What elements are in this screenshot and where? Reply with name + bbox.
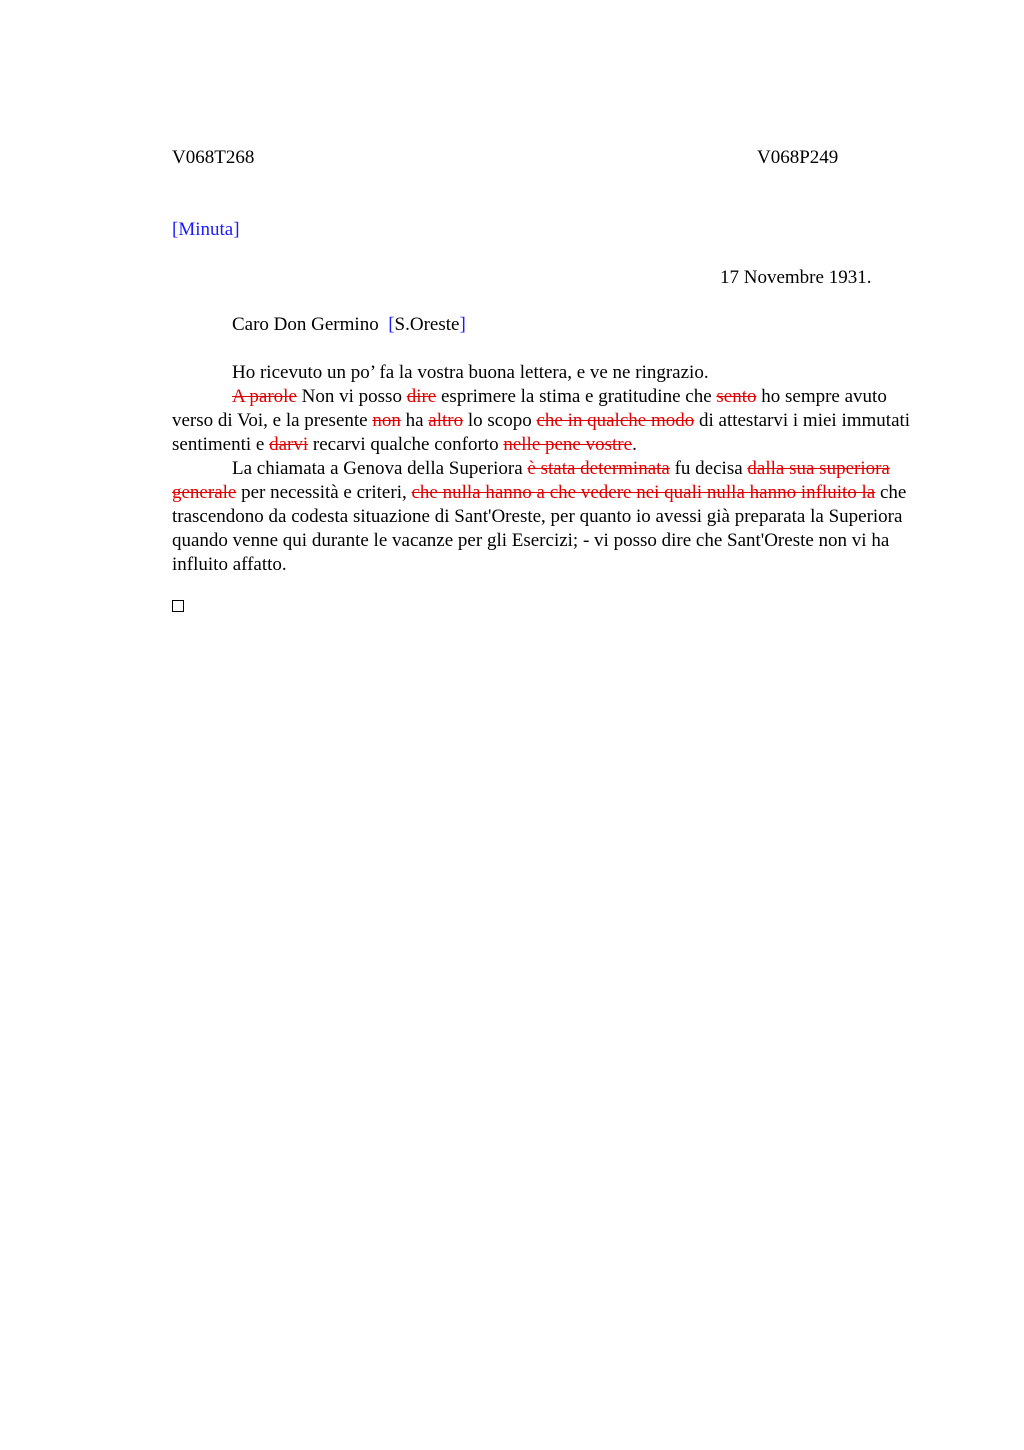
deleted-text: dire xyxy=(406,386,437,407)
deleted-text: darvi xyxy=(269,434,309,455)
paragraph-text: lo scopo xyxy=(463,410,537,431)
deleted-text: che nulla hanno a che vedere nei quali nulla hanno influito la xyxy=(411,482,876,503)
paragraph-text: per necessità e criteri, xyxy=(236,482,412,503)
place-name: S.Oreste xyxy=(394,314,460,335)
reference-code-right: V068P249 xyxy=(757,147,839,168)
minuta-label: [Minuta] xyxy=(172,219,240,240)
deleted-text: A parole xyxy=(232,386,297,407)
reference-code-left: V068T268 xyxy=(172,147,255,168)
salutation xyxy=(232,313,466,337)
deleted-text: nelle pene vostre xyxy=(503,434,633,455)
salutation-place xyxy=(388,314,466,335)
paragraph-text: ho sempre avuto verso di Voi, e la presente xyxy=(172,386,887,431)
paragraph-text: che trascendono da codesta situazione di Sant'Oreste, per quanto io avessi già preparata la Superiora quando venne qui durante le vacanze per gli Esercizi; - vi posso dire che Sant'Oreste non vi ha influito affatto. xyxy=(172,482,907,575)
paragraph-text: Non vi posso xyxy=(296,386,407,407)
letter-paragraph xyxy=(172,385,932,457)
paragraph-text: recarvi qualche conforto xyxy=(308,434,504,455)
end-of-text-box-icon xyxy=(172,600,184,612)
deleted-text: sento xyxy=(716,386,757,407)
deleted-text: che in qualche modo xyxy=(536,410,695,431)
paragraph-text: fu decisa xyxy=(669,458,748,479)
deleted-text: altro xyxy=(428,410,464,431)
paragraph-text: La chiamata a Genova della Superiora xyxy=(232,458,528,479)
salutation-greeting: Caro Don Germino xyxy=(232,314,379,335)
place-bracket-close: ] xyxy=(459,314,466,335)
paragraph-text: esprimere la stima e gratitudine che xyxy=(436,386,717,407)
letter-paragraph xyxy=(172,457,932,577)
paragraph-text: Ho ricevuto un po’ fa la vostra buona lettera, e ve ne ringrazio. xyxy=(232,362,709,383)
paragraph-text: di attestarvi i miei immutati sentimenti e xyxy=(172,410,911,455)
paragraph-text: . xyxy=(632,434,637,455)
deleted-text: è stata determinata xyxy=(527,458,670,479)
letter-paragraph xyxy=(172,361,932,385)
letter-date: 17 Novembre 1931. xyxy=(720,267,872,288)
paragraph-text: ha xyxy=(400,410,429,431)
document-page xyxy=(172,0,932,1450)
place-bracket-open: [ xyxy=(388,314,395,335)
letter-body xyxy=(172,361,932,577)
deleted-text: non xyxy=(372,410,401,431)
deleted-text: dalla sua superiora generale xyxy=(172,458,890,503)
